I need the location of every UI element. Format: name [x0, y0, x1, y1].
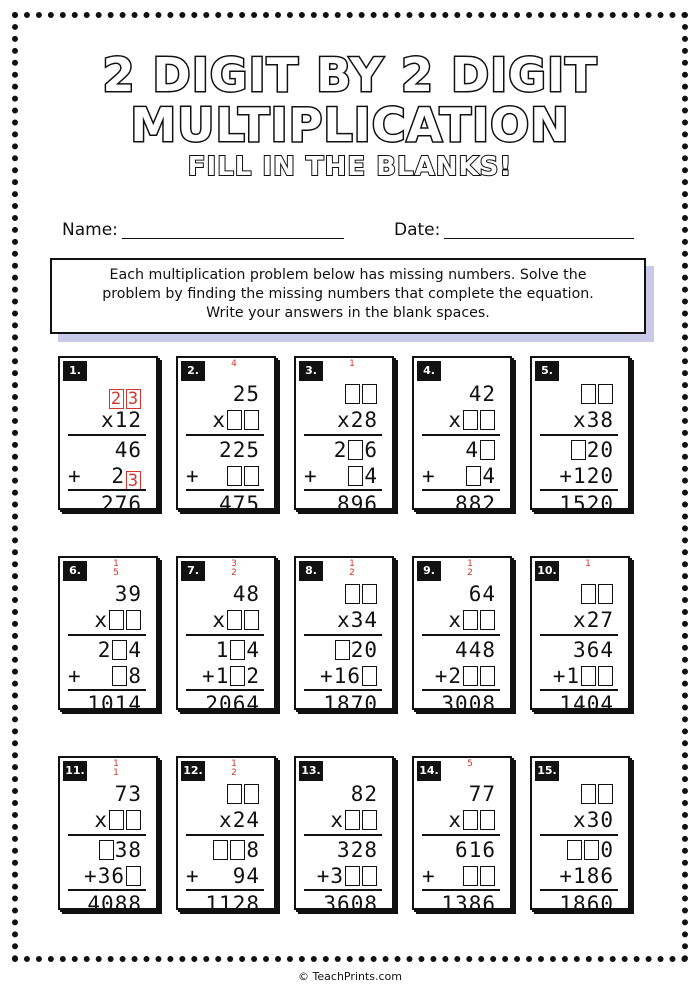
problem-row-p2: +186 [559, 864, 614, 888]
problem-row-p1: 38 [98, 838, 142, 862]
sum-line [186, 689, 264, 691]
sum-line [186, 834, 264, 836]
problem-number: 9. [417, 561, 441, 581]
blank-box[interactable] [126, 610, 141, 630]
problem-number: 11. [63, 761, 87, 781]
carry-digits: 4 [231, 359, 237, 369]
blank-box[interactable] [227, 784, 242, 804]
blank-box[interactable] [581, 666, 596, 686]
sum-line [304, 434, 382, 436]
problem-card [58, 356, 164, 516]
carry-digits: 1 1 [113, 759, 119, 778]
sum-line [304, 489, 382, 491]
blank-box[interactable] [463, 610, 478, 630]
plus-sign: + [304, 464, 317, 488]
problem-row-ans: 2064 [205, 692, 260, 716]
problem-card-front [176, 756, 276, 916]
problem-row-ans: 1860 [559, 892, 614, 916]
problem-row-ans: 1404 [559, 692, 614, 716]
problem-number: 12. [181, 761, 205, 781]
name-label: Name: [62, 220, 118, 240]
blank-box[interactable] [227, 410, 242, 430]
problem-number: 1. [63, 361, 87, 381]
blank-box[interactable] [345, 384, 360, 404]
sum-line [540, 834, 618, 836]
problem-row-p2: 4 [465, 464, 496, 488]
blank-box[interactable] [571, 440, 586, 460]
sum-line [422, 634, 500, 636]
problem-number: 13. [299, 761, 323, 781]
blank-box[interactable] [480, 440, 495, 460]
problem-card [294, 556, 400, 716]
problem-row-a: 48 [232, 582, 260, 606]
blank-box[interactable] [345, 810, 360, 830]
problem-row-ans: 882 [455, 492, 496, 516]
problem-row-p2: 8 [111, 664, 142, 688]
problem-number: 14. [417, 761, 441, 781]
blank-box[interactable] [362, 384, 377, 404]
problem-card-front [412, 756, 512, 916]
problem-row-a: 73 [114, 782, 142, 806]
problem-card [412, 556, 518, 716]
problem-card-front [176, 556, 276, 716]
sum-line [304, 689, 382, 691]
blank-box[interactable] [598, 584, 613, 604]
problem-card-front [58, 756, 158, 916]
answer-digit[interactable]: 3 [127, 389, 140, 409]
blank-box[interactable] [463, 666, 478, 686]
title-line-1: 2 DIGIT BY 2 DIGIT [102, 48, 598, 102]
problem-number: 7. [181, 561, 205, 581]
sum-line [540, 489, 618, 491]
problem-row-p1: 225 [219, 438, 260, 462]
problem-card-front [530, 556, 630, 716]
problem-row-a: 82 [350, 782, 378, 806]
problem-card-front [530, 356, 630, 516]
blank-box[interactable] [362, 584, 377, 604]
blank-box[interactable] [230, 666, 245, 686]
blank-box[interactable] [99, 840, 114, 860]
problem-row-a [226, 782, 260, 806]
problem-row-p2 [462, 864, 496, 888]
sum-line [186, 634, 264, 636]
blank-box[interactable] [362, 666, 377, 686]
sum-line [68, 889, 146, 891]
sum-line [304, 889, 382, 891]
problem-row-ans: 1520 [559, 492, 614, 516]
problem-row-p1: 20 [334, 638, 378, 662]
blank-box[interactable] [581, 584, 596, 604]
problem-row-b: x34 [337, 608, 378, 632]
blank-box[interactable] [244, 784, 259, 804]
date-label: Date: [394, 220, 441, 240]
sum-line [540, 889, 618, 891]
blank-box[interactable] [480, 810, 495, 830]
problem-row-p2: +2 [435, 664, 496, 688]
problem-row-p2: +1 [553, 664, 614, 688]
carry-digits: 1 2 [467, 559, 473, 578]
problem-row-b: x28 [337, 408, 378, 432]
problem-row-p2 [226, 464, 260, 488]
blank-box[interactable] [335, 640, 350, 660]
problem-card [530, 556, 636, 716]
blank-box[interactable] [244, 466, 259, 486]
problem-number: 8. [299, 561, 323, 581]
blank-box[interactable] [227, 466, 242, 486]
blank-box[interactable] [244, 410, 259, 430]
carry-digits: 1 2 [231, 759, 237, 778]
problem-row-p1: 46 [114, 438, 142, 462]
blank-box[interactable] [463, 410, 478, 430]
problem-row-a: 25 [232, 382, 260, 406]
problem-row-ans: 896 [337, 492, 378, 516]
problem-number: 15. [535, 761, 559, 781]
problem-card-front [294, 356, 394, 516]
plus-sign: + [68, 464, 81, 488]
problem-card [176, 356, 282, 516]
blank-box[interactable] [230, 840, 245, 860]
sum-line [422, 889, 500, 891]
problem-number: 5. [535, 361, 559, 381]
problem-row-b: x [94, 608, 142, 632]
subtitle: FILL IN THE BLANKS! [187, 152, 513, 182]
plus-sign: + [186, 464, 199, 488]
sum-line [186, 489, 264, 491]
carry-digits: 5 [467, 759, 473, 769]
problem-row-b: x [330, 808, 378, 832]
problem-row-p2: +16 [320, 664, 378, 688]
problem-number: 10. [535, 561, 559, 581]
problem-row-a [344, 582, 378, 606]
problem-row-a: 42 [468, 382, 496, 406]
blank-box[interactable] [480, 866, 495, 886]
problem-row-b: x12 [101, 408, 142, 432]
problem-row-a [580, 782, 614, 806]
blank-box[interactable] [480, 410, 495, 430]
instructions-line-3: Write your answers in the blank spaces. [206, 305, 490, 321]
blank-box[interactable] [109, 610, 124, 630]
problem-row-b: x [448, 408, 496, 432]
blank-box[interactable] [598, 384, 613, 404]
problem-row-a [580, 582, 614, 606]
carry-digits: 3 2 [231, 559, 237, 578]
blank-box[interactable] [362, 866, 377, 886]
problem-row-p2: 4 [347, 464, 378, 488]
answer-digit[interactable]: 2 [110, 389, 123, 409]
problem-card [412, 356, 518, 516]
problem-row-b: x38 [573, 408, 614, 432]
footer-credit: © TeachPrints.com [298, 970, 402, 983]
blank-box[interactable] [466, 466, 481, 486]
problem-row-p1: 1 4 [215, 638, 260, 662]
title-line-2: MULTIPLICATION [130, 98, 570, 152]
problem-card-front [294, 756, 394, 916]
sum-line [422, 434, 500, 436]
problem-row-b: x [212, 408, 260, 432]
problem-row-b: x24 [219, 808, 260, 832]
problem-card [58, 756, 164, 916]
blank-box[interactable] [126, 810, 141, 830]
sum-line [304, 634, 382, 636]
plus-sign: + [422, 864, 435, 888]
problem-card [530, 756, 636, 916]
problem-row-a: 64 [468, 582, 496, 606]
sum-line [68, 434, 146, 436]
blank-box[interactable] [213, 840, 228, 860]
problem-row-p1: 0 [566, 838, 614, 862]
problem-row-p1: 364 [573, 638, 614, 662]
problem-card [294, 356, 400, 516]
answer-digit[interactable]: 3 [127, 471, 140, 491]
problem-row-p1: 8 [212, 838, 260, 862]
blank-box[interactable] [598, 666, 613, 686]
problem-card [176, 756, 282, 916]
problem-row-p1: 4 [465, 438, 496, 462]
blank-box[interactable] [480, 666, 495, 686]
blank-box[interactable] [227, 610, 242, 630]
problem-row-b: x30 [573, 808, 614, 832]
sum-line [422, 489, 500, 491]
problem-card [294, 756, 400, 916]
problem-row-p1: 2 6 [333, 438, 378, 462]
problem-row-b: x27 [573, 608, 614, 632]
problem-row-ans: 276 [101, 492, 142, 516]
plus-sign: + [422, 464, 435, 488]
blank-box[interactable] [584, 840, 599, 860]
problem-row-a: 77 [468, 782, 496, 806]
blank-box[interactable] [348, 440, 363, 460]
sum-line [186, 889, 264, 891]
date-field[interactable] [444, 238, 634, 239]
problem-card [176, 556, 282, 716]
problem-card-front [530, 756, 630, 916]
blank-box[interactable] [480, 610, 495, 630]
problem-row-a [344, 382, 378, 406]
problem-row-b: x [448, 808, 496, 832]
blank-box[interactable] [112, 640, 127, 660]
problem-row-b: x [448, 608, 496, 632]
carry-digits: 1 [585, 559, 591, 569]
plus-sign: + [186, 864, 199, 888]
problem-row-p1: 2 4 [97, 638, 142, 662]
problem-row-ans: 1014 [87, 692, 142, 716]
carry-digits: 1 2 [349, 559, 355, 578]
blank-box[interactable] [567, 840, 582, 860]
problem-card [58, 556, 164, 716]
problem-card-front [58, 356, 158, 516]
problem-row-ans: 4088 [87, 892, 142, 916]
problem-card-front [294, 556, 394, 716]
problem-row-p2: +120 [559, 464, 614, 488]
instructions-line-1: Each multiplication problem below has missing numbers. Solve the [109, 267, 587, 283]
problem-row-p2: 2 3 [111, 464, 140, 491]
sum-line [422, 834, 500, 836]
problem-row-ans: 3608 [323, 892, 378, 916]
carry-digits: 1 [349, 359, 355, 369]
sum-line [68, 489, 146, 491]
blank-box[interactable] [463, 866, 478, 886]
plus-sign: + [68, 664, 81, 688]
problem-row-p2: +36 [84, 864, 142, 888]
problem-card-front [412, 356, 512, 516]
blank-box[interactable] [581, 784, 596, 804]
sum-line [540, 689, 618, 691]
blank-box[interactable] [348, 466, 363, 486]
problem-row-p1: 448 [455, 638, 496, 662]
blank-box[interactable] [244, 610, 259, 630]
problem-row-ans: 1128 [205, 892, 260, 916]
name-field[interactable] [122, 238, 344, 239]
problem-row-p2: +3 [317, 864, 378, 888]
problem-row-ans: 475 [219, 492, 260, 516]
problem-row-a [580, 382, 614, 406]
problem-row-p2: +1 2 [202, 664, 260, 688]
blank-box[interactable] [126, 866, 141, 886]
blank-box[interactable] [581, 384, 596, 404]
problem-number: 6. [63, 561, 87, 581]
problem-row-b: x [212, 608, 260, 632]
problem-number: 4. [417, 361, 441, 381]
blank-box[interactable] [109, 810, 124, 830]
instructions-box [50, 258, 646, 334]
sum-line [422, 689, 500, 691]
problem-row-ans: 3008 [441, 692, 496, 716]
problem-card [530, 356, 636, 516]
blank-box[interactable] [112, 666, 127, 686]
problem-row-ans: 1386 [441, 892, 496, 916]
sum-line [540, 434, 618, 436]
problem-row-p1: 616 [455, 838, 496, 862]
blank-box[interactable] [463, 810, 478, 830]
sum-line [68, 689, 146, 691]
problem-row-p1: 20 [570, 438, 614, 462]
problem-row-ans: 1870 [323, 692, 378, 716]
problem-card-front [58, 556, 158, 716]
sum-line [186, 434, 264, 436]
problem-number: 3. [299, 361, 323, 381]
problem-row-p2: 94 [232, 864, 260, 888]
problem-row-a: 39 [114, 582, 142, 606]
problem-row-a [108, 382, 142, 409]
blank-box[interactable] [598, 784, 613, 804]
problem-number: 2. [181, 361, 205, 381]
sum-line [68, 834, 146, 836]
blank-box[interactable] [230, 640, 245, 660]
problem-card [412, 756, 518, 916]
problem-card-front [176, 356, 276, 516]
problem-row-b: x [94, 808, 142, 832]
blank-box[interactable] [345, 866, 360, 886]
blank-box[interactable] [345, 584, 360, 604]
problem-card-front [412, 556, 512, 716]
sum-line [68, 634, 146, 636]
sum-line [304, 834, 382, 836]
problem-row-p1: 328 [337, 838, 378, 862]
sum-line [540, 634, 618, 636]
instructions-line-2: problem by finding the missing numbers that complete the equation. [102, 286, 594, 302]
blank-box[interactable] [362, 810, 377, 830]
carry-digits: 1 5 [113, 559, 119, 578]
